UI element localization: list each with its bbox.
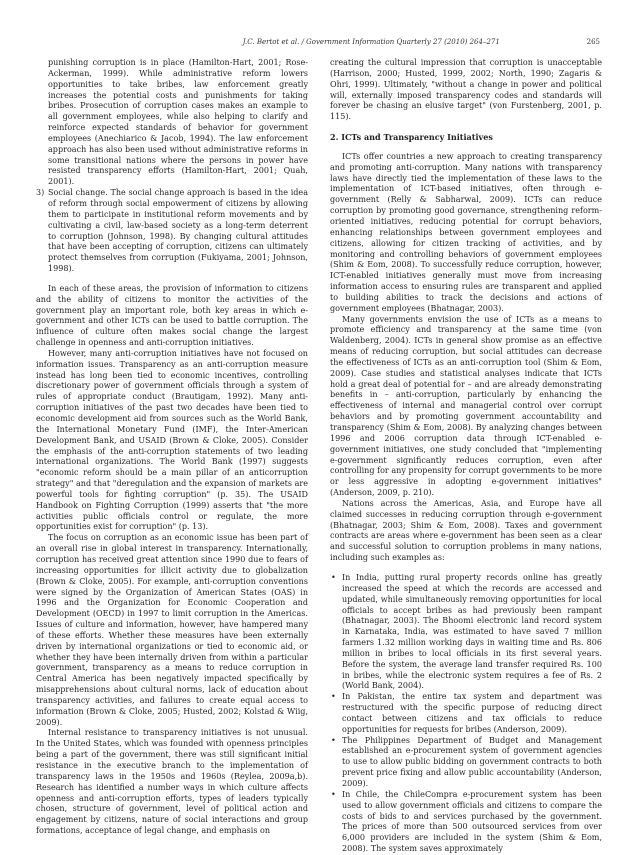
paragraph: In each of these areas, the provision of information to citizens and the ability of citizens to monitor the activities of the government play an important role, both key areas in which e-government and other ICTs can be used to battle corruption. The influence of culture often makes social change the largest challenge in openness and anti-corruption initiatives. bbox=[36, 283, 308, 348]
paragraph: Internal resistance to transparency initiatives is not unusual. In the United States, which was founded with openness principles being a part of the government, there was still significant initial resistance in the executive branch to the implementation of transparency laws in the 1950s and 1960s (Reylea, 2009a,b). Research has identified a number ways in which culture affects openness and anti-corruption efforts, types of leaders typically chosen, structure of government, level of political action and engagement by citizens, nature of social interactions and group formations, acceptance of legal change, and emphasis on bbox=[36, 728, 308, 836]
list-item: • In India, putting rural property records online has greatly increased the speed at which the records are accessed and updated, while simultaneously removing opportunities for local officials to accept bribes as had previously been rampant (Bhatnagar, 2003). The Bhoomi electronic land record system in Karnataka, India, was estimated to have saved 7 million farmers 1.32 million working days in waiting time and Rs. 806 million in bribes to local officials in its first several years. Before the system, the average land transfer required Rs. 100 in bribes, while the electronic system requires a fee of Rs. 2 (World Bank, 2004). bbox=[331, 572, 602, 691]
bullet-icon: • bbox=[331, 789, 336, 799]
page-number: 265 bbox=[586, 38, 600, 46]
list-item: • In Chile, the ChileCompra e-procurement system has been used to allow government officials and citizens to compare the costs of bids to and services purchased by the government. The prices of more than 500 outsourced services from over 6,000 providers are included in the system (Shim & Eom, 2008). The system saves approximately bbox=[331, 789, 602, 854]
bullet-icon: • bbox=[331, 572, 336, 582]
journal-citation: J.C. Bertot et al. / Government Information Quarterly 27 (2010) 264–271 bbox=[242, 38, 500, 46]
paragraph: creating the cultural impression that corruption is unacceptable (Harrison, 2000; Husted, 1999, 2002; North, 1990; Zagaris & Ohri, 1999). Ultimately, "without a change in power and political will, externally imposed transparency codes and standards will forever be chasing an elusive target" (von Furstenberg, 2001, p. 115). bbox=[330, 58, 602, 122]
paragraph: Nations across the Americas, Asia, and Europe have all claimed successes in reducing corruption through e-government (Bhatnagar, 2003; Shim & Eom, 2008). Taxes and government contracts are areas where e-government has been seen as a clear and successful solution to corruption problems in many nations, including such examples as: bbox=[330, 498, 602, 563]
bullet-icon: • bbox=[331, 735, 336, 745]
list-item: • The Philippines Department of Budget and Management established an e-procurement system of government agencies to use to allow public bidding on government contracts to both prevent price fixing and allow public accountability (Anderson, 2009). bbox=[331, 735, 602, 788]
list-item-2-continued: punishing corruption is in place (Hamilton-Hart, 2001; Rose-Ackerman, 1999). While administrative reform lowers opportunities to take bribes, law enforcement greatly increases the potential costs and punishments for taking bribes. Prosecution of corruption cases makes an example to all government employees, while also helping to clarify and reinforce expected standards of behavior for government employees (Anechiarico & Jacob, 1994). The law enforcement approach has also been used without administrative reforms in some transitional nations where the persons in power have resisted transparency efforts (Hamilton-Hart, 2001; Quah, 2001). bbox=[48, 58, 308, 187]
list-item-text: Social change. The social change approach is based in the idea of reform through social empowerment of citizens by allowing them to participate in institutional reform movements and by cultivating a civil, law-based society as a long-term deterrent to corruption (Johnson, 1998). By changing cultural attitudes that have been accepting of corruption, citizens can ultimately protect themselves from corruption (Fukiyama, 2001; Johnson, 1998). bbox=[48, 188, 308, 274]
list-item-3 bbox=[36, 188, 308, 275]
list-item: • In Pakistan, the entire tax system and department was restructured with the specific purpose of reducing direct contact between citizens and tax officials to reduce opportunities for requests for bribes (Anderson, 2009). bbox=[331, 692, 602, 734]
left-column bbox=[36, 58, 308, 837]
section-heading: 2. ICTs and Transparency Initiatives bbox=[330, 132, 493, 143]
paragraph: The focus on corruption as an economic issue has been part of an overall rise in global interest in transparency. Internationally, corruption has received great attention since 1990 due to fears of increasing opportunities for illicit activity due to globalization (Brown & Cloke, 2005). For example, anti-corruption conventions were signed by the Organization of American States (OAS) in 1996 and the Organization for Economic Cooperation and Development (OECD) in 1997 to limit corruption in the Americas. Issues of culture and information, however, have hampered many of these efforts. Whether these measures have been externally driven by international organizations or tied to economic aid, or whether they have been internally driven from within a particular government, transparency as a means to reduce corruption in Central America has been negatively impacted specifically by misapprehensions about cultural norms, lack of education about transparency activities, and failures to create equal access to information (Brown & Cloke, 2005; Husted, 2002; Kolstad & Wiig, 2009). bbox=[36, 533, 308, 727]
bullet-icon: • bbox=[331, 692, 336, 702]
paragraph: However, many anti-corruption initiatives have not focused on information issues. Transparency as an anti-corruption measure instead has long been tied to economic incentives, controlling discretionary power of government officials through a system of rules of appropriate conduct (Brautigam, 1992). Many anti-corruption initiatives of the past two decades have been tied to economic development aid from sources such as the World Bank, the International Monetary Fund (IMF), the Inter-American Development Bank, and USAID (Brown & Cloke, 2005). Consider the emphasis of the anti-corruption statements of two leading international organizations. The World Bank (1997) suggests "economic reform should be a main pillar of an anticorruption strategy" and that "deregulation and the expansion of markets are powerful tools for fighting corruption" (p. 35). The USAID Handbook on Fighting Corruption (1999) asserts that "the more activities public officials control or regulate, the more opportunities exist for corruption" (p. 13). bbox=[36, 348, 308, 532]
list-item-number: 3) bbox=[36, 188, 45, 198]
paragraph: Many governments envision the use of ICTs as a means to promote efficiency and transparency at the same time (von Waldenberg, 2004). ICTs in general show promise as an effective means of reducing corruption, but social attitudes can decrease the effectiveness of ICTs as an anti-corruption tool (Shim & Eom, 2009). Case studies and statistical analyses indicate that ICTs hold a great deal of potential for – and are already demonstrating benefits in – anti-corruption, particularly by enhancing the effectiveness of internal and managerial control over corrupt behaviors and by promoting government accountability and transparency (Shim & Eom, 2008). By analyzing changes between 1996 and 2006 corruption data through ICT-enabled e-government initiatives, one study concluded that "implementing e-government significantly reduces corruption, even after controlling for any propensity for corrupt governments to be more or less aggressive in adopting e-government initiatives" (Anderson, 2009, p. 210). bbox=[330, 314, 602, 498]
right-column bbox=[330, 58, 602, 855]
running-head bbox=[36, 38, 600, 46]
paragraph: ICTs offer countries a new approach to creating transparency and promoting anti-corruption. Many nations with transparency laws have directly tied the implementation of these laws to the implementation of ICT-based initiatives, often through e-government (Relly & Sabharwal, 2009). ICTs can reduce corruption by promoting good governance, strengthening reform-oriented initiatives, reducing potential for corrupt behaviors, enhancing relationships between government employees and citizens, allowing for citizen tracking of activities, and by monitoring and controlling behaviors of government employees (Shim & Eom, 2008). To successfully reduce corruption, however, ICT-enabled initiatives generally must move from increasing information access to ensuring rules are transparent and applied to building abilities to track the decisions and actions of government employees (Bhatnagar, 2003). bbox=[330, 151, 602, 313]
examples-list bbox=[330, 573, 602, 855]
